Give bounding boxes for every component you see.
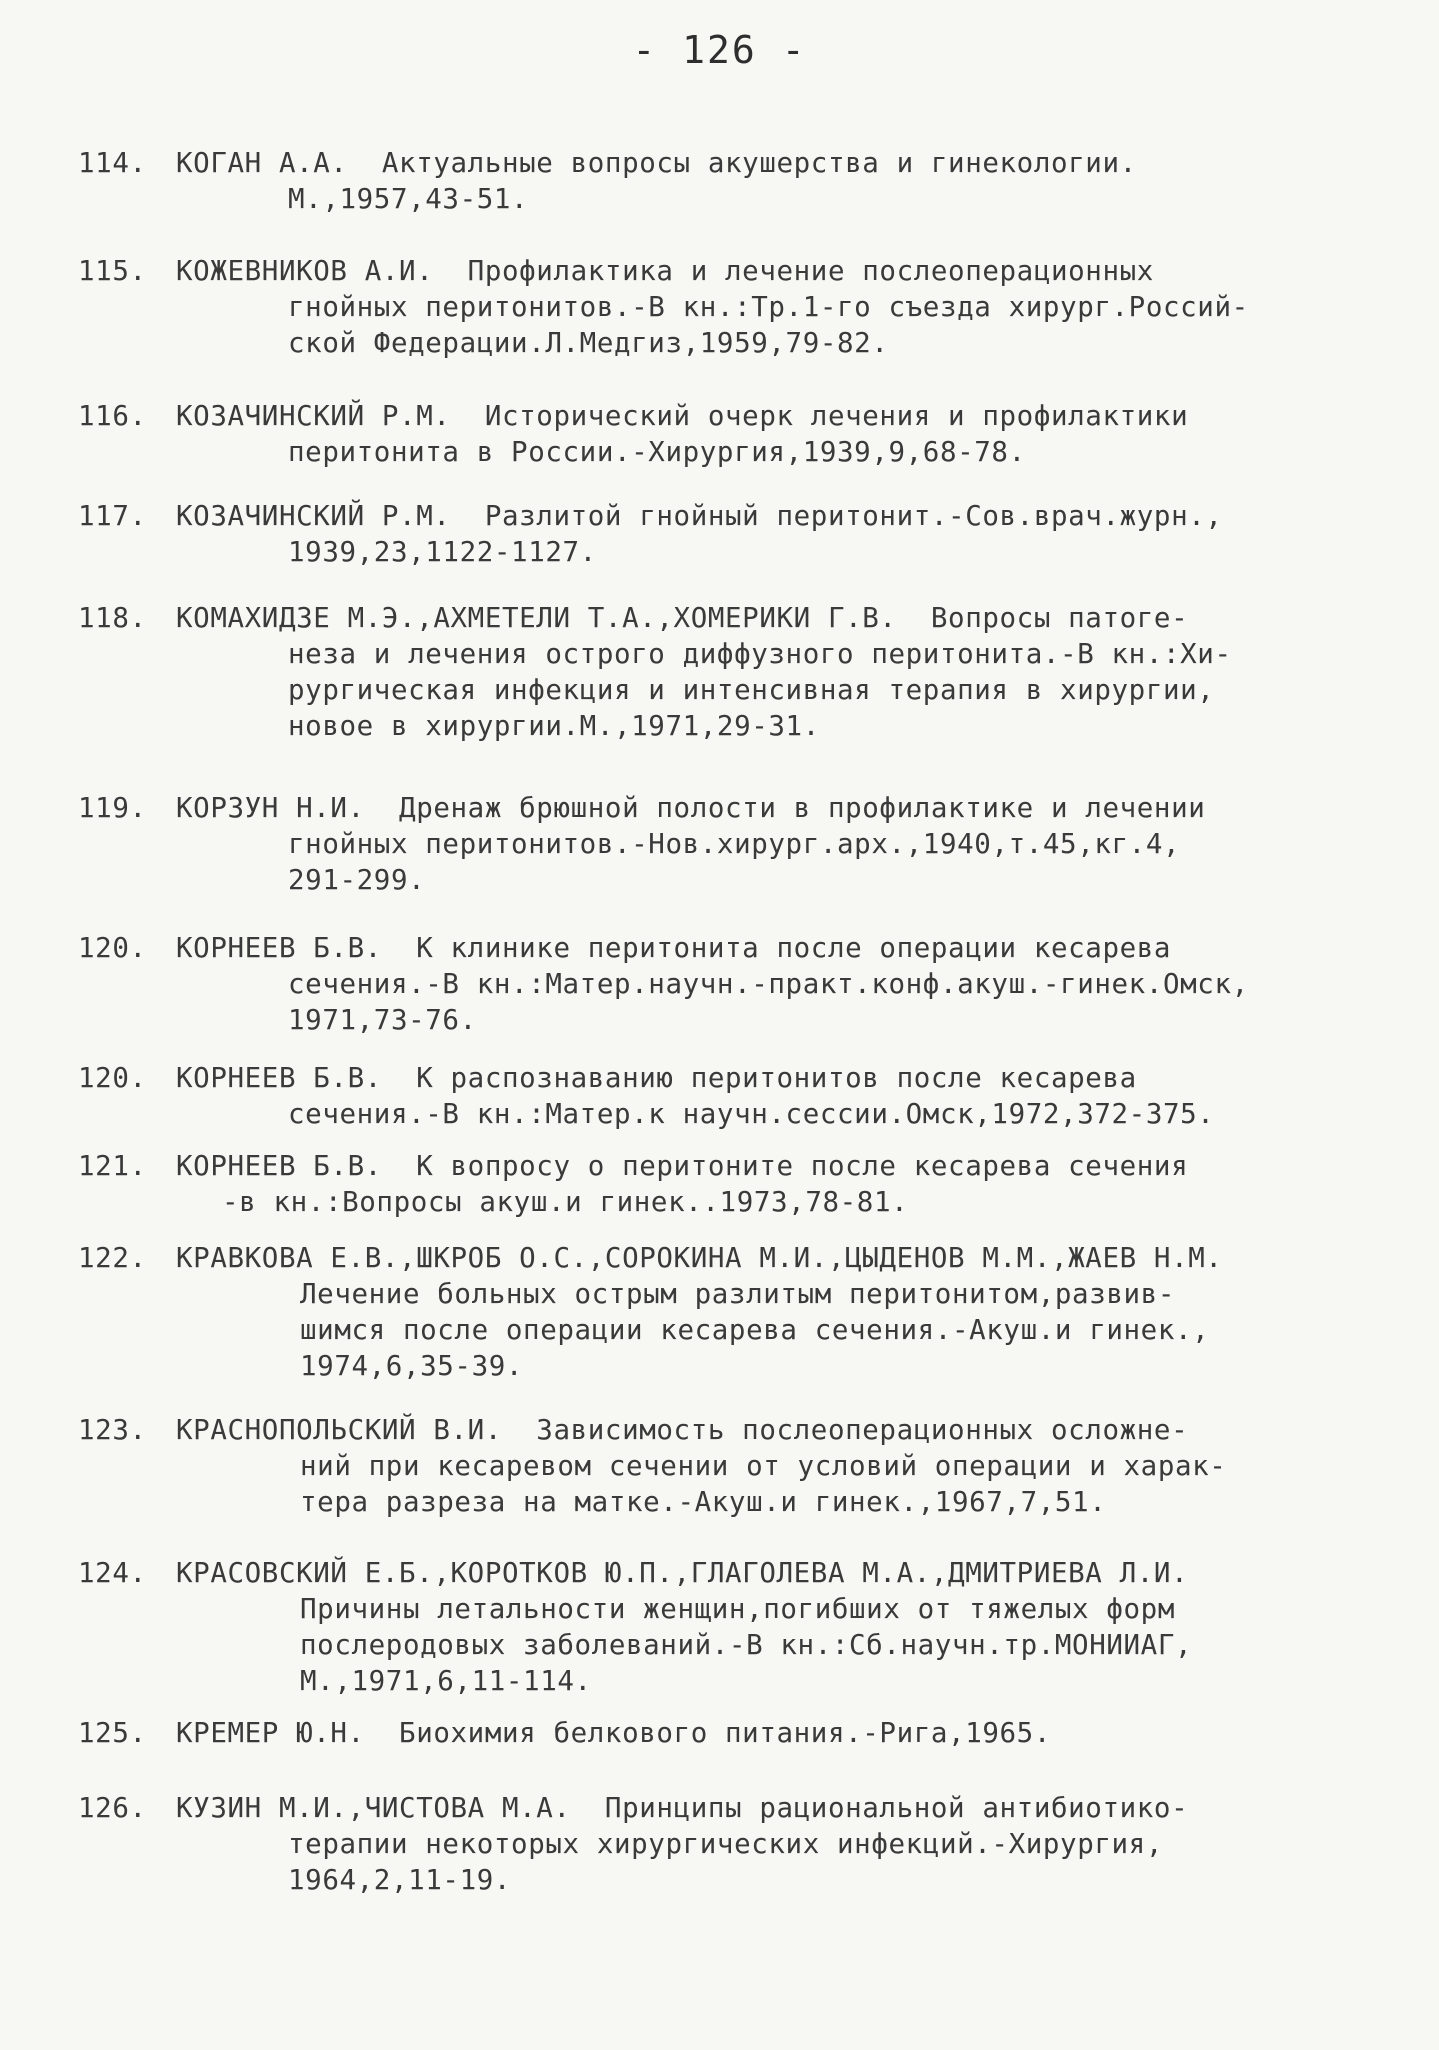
entry-title-start: Дренаж брюшной полости в профилактике и лечении bbox=[364, 792, 1206, 824]
entry-number: 117. bbox=[78, 500, 147, 532]
entry-author: КОМАХИДЗЕ М.Э.,АХМЕТЕЛИ Т.А.,ХОМЕРИКИ Г.В. bbox=[176, 602, 897, 634]
entry-first-line bbox=[78, 253, 1408, 289]
entry-number: 120. bbox=[78, 932, 147, 964]
entry-number: 126. bbox=[78, 1792, 147, 1824]
page-number: - 126 - bbox=[632, 28, 807, 72]
entry-number: 121. bbox=[78, 1150, 147, 1182]
entry-first-line bbox=[78, 1790, 1408, 1826]
entry-author: КОГАН А.А. bbox=[176, 147, 348, 179]
entry-continuation-line: неза и лечения острого диффузного перитонита.-В кн.:Хи- bbox=[288, 638, 1232, 670]
entry-number: 116. bbox=[78, 400, 147, 432]
entry-continuation-line: сечения.-В кн.:Матер.к научн.сессии.Омск,1972,372-375. bbox=[288, 1098, 1215, 1130]
entry-continuation-line: шимся после операции кесарева сечения.-Акуш.и гинек., bbox=[300, 1314, 1210, 1346]
entry-continuation-line: 1939,23,1122-1127. bbox=[288, 536, 597, 568]
entry-number: 124. bbox=[78, 1557, 147, 1589]
entry-continuation-line: тера разреза на матке.-Акуш.и гинек.,1967,7,51. bbox=[300, 1486, 1107, 1518]
entry-continuation-line: ской Федерации.Л.Медгиз,1959,79-82. bbox=[288, 327, 889, 359]
bibliography-entry bbox=[78, 145, 1408, 217]
bibliography-entry bbox=[78, 1555, 1408, 1699]
entry-continuation-line: гнойных перитонитов.-Нов.хирург.арх.,1940,т.45,кг.4, bbox=[288, 828, 1181, 860]
bibliography-entry bbox=[78, 398, 1408, 470]
entry-continuation-line: ний при кесаревом сечении от условий операции и харак- bbox=[300, 1450, 1227, 1482]
entry-title-start: К распознаванию перитонитов после кесарева bbox=[381, 1062, 1137, 1094]
entry-continuation-line: 1971,73-76. bbox=[288, 1004, 477, 1036]
entry-first-line bbox=[78, 790, 1408, 826]
bibliography-entry bbox=[78, 930, 1408, 1038]
entry-first-line bbox=[78, 1555, 1408, 1591]
entry-continuation-line: Лечение больных острым разлитым перитонитом,развив- bbox=[300, 1278, 1175, 1310]
entry-continuation-line: рургическая инфекция и интенсивная терапия в хирургии, bbox=[288, 674, 1215, 706]
bibliography-entry bbox=[78, 1715, 1408, 1751]
entry-number: 118. bbox=[78, 602, 147, 634]
bibliography-entry bbox=[78, 1060, 1408, 1132]
entry-number: 120. bbox=[78, 1062, 147, 1094]
entry-number: 114. bbox=[78, 147, 147, 179]
entry-number: 122. bbox=[78, 1242, 147, 1274]
entry-continuation-line: послеродовых заболеваний.-В кн.:Сб.научн.тр.МОНИИАГ, bbox=[300, 1629, 1193, 1661]
entry-author: КРАВКОВА Е.В.,ШКРОБ О.С.,СОРОКИНА М.И.,ЦЫДЕНОВ М.М.,ЖАЕВ Н.М. bbox=[176, 1242, 1223, 1274]
entry-title-start: Разлитой гнойный перитонит.-Сов.врач.журн., bbox=[450, 500, 1223, 532]
bibliography-entry bbox=[78, 253, 1408, 361]
entry-first-line bbox=[78, 398, 1408, 434]
entry-first-line bbox=[78, 1412, 1408, 1448]
entry-first-line bbox=[78, 600, 1408, 636]
entry-title-start: Вопросы патоге- bbox=[896, 602, 1189, 634]
entry-first-line bbox=[78, 145, 1408, 181]
entry-first-line bbox=[78, 1148, 1408, 1184]
entry-author: КРЕМЕР Ю.Н. bbox=[176, 1717, 365, 1749]
entry-title-start: Актуальные вопросы акушерства и гинекологии. bbox=[347, 147, 1137, 179]
entry-title-start: Биохимия белкового питания.-Рига,1965. bbox=[364, 1717, 1051, 1749]
entry-continuation-line: сечения.-В кн.:Матер.научн.-практ.конф.акуш.-гинек.Омск, bbox=[288, 968, 1249, 1000]
entry-author: КОРНЕЕВ Б.В. bbox=[176, 1150, 382, 1182]
bibliography-entry bbox=[78, 790, 1408, 898]
entry-continuation-line: 291-299. bbox=[288, 864, 426, 896]
entry-author: КОЗАЧИНСКИЙ Р.М. bbox=[176, 500, 451, 532]
entry-continuation-line: 1964,2,11-19. bbox=[288, 1864, 512, 1896]
entry-continuation-line: гнойных перитонитов.-В кн.:Тр.1-го съезда хирург.Россий- bbox=[288, 291, 1249, 323]
entry-title-start: К клинике перитонита после операции кесарева bbox=[381, 932, 1172, 964]
entry-title-start: Исторический очерк лечения и профилактики bbox=[450, 400, 1189, 432]
bibliography-entry bbox=[78, 498, 1408, 570]
entry-author: КРАСНОПОЛЬСКИЙ В.И. bbox=[176, 1414, 502, 1446]
entry-number: 123. bbox=[78, 1414, 147, 1446]
entry-continuation-line: Причины летальности женщин,погибших от тяжелых форм bbox=[300, 1593, 1175, 1625]
bibliography-entry bbox=[78, 1148, 1408, 1220]
entry-author: КРАСОВСКИЙ Е.Б.,КОРОТКОВ Ю.П.,ГЛАГОЛЕВА М.А.,ДМИТРИЕВА Л.И. bbox=[176, 1557, 1189, 1589]
entry-continuation-line: М.,1957,43-51. bbox=[288, 183, 529, 215]
entry-title-start: Профилактика и лечение послеоперационных bbox=[433, 255, 1154, 287]
entry-first-line bbox=[78, 498, 1408, 534]
entry-continuation-line: перитонита в России.-Хирургия,1939,9,68-78. bbox=[288, 436, 1026, 468]
entry-title-start: Принципы рациональной антибиотико- bbox=[570, 1792, 1189, 1824]
entry-author: КОРНЕЕВ Б.В. bbox=[176, 932, 382, 964]
entry-number: 115. bbox=[78, 255, 147, 287]
entry-first-line bbox=[78, 1240, 1408, 1276]
entry-author: КОРЗУН Н.И. bbox=[176, 792, 365, 824]
entry-continuation-line: М.,1971,6,11-114. bbox=[300, 1665, 592, 1697]
entry-continuation-line: -в кн.:Вопросы акуш.и гинек..1973,78-81. bbox=[222, 1186, 909, 1218]
bibliography-entry bbox=[78, 1240, 1408, 1384]
entry-continuation-line: новое в хирургии.М.,1971,29-31. bbox=[288, 710, 820, 742]
entry-author: КОРНЕЕВ Б.В. bbox=[176, 1062, 382, 1094]
entry-first-line bbox=[78, 1715, 1408, 1751]
bibliography-entry bbox=[78, 1412, 1408, 1520]
entry-title-start: К вопросу о перитоните после кесарева сечения bbox=[381, 1150, 1189, 1182]
bibliography-entry bbox=[78, 600, 1408, 744]
entry-number: 119. bbox=[78, 792, 147, 824]
entry-author: КУЗИН М.И.,ЧИСТОВА М.А. bbox=[176, 1792, 571, 1824]
entry-author: КОЗАЧИНСКИЙ Р.М. bbox=[176, 400, 451, 432]
entry-continuation-line: 1974,6,35-39. bbox=[300, 1350, 524, 1382]
entry-first-line bbox=[78, 930, 1408, 966]
entry-title-start: Зависимость послеоперационных осложне- bbox=[501, 1414, 1189, 1446]
entry-author: КОЖЕВНИКОВ А.И. bbox=[176, 255, 434, 287]
bibliography-entry bbox=[78, 1790, 1408, 1898]
entry-first-line bbox=[78, 1060, 1408, 1096]
entry-continuation-line: терапии некоторых хирургических инфекций.-Хирургия, bbox=[288, 1828, 1163, 1860]
entry-number: 125. bbox=[78, 1717, 147, 1749]
